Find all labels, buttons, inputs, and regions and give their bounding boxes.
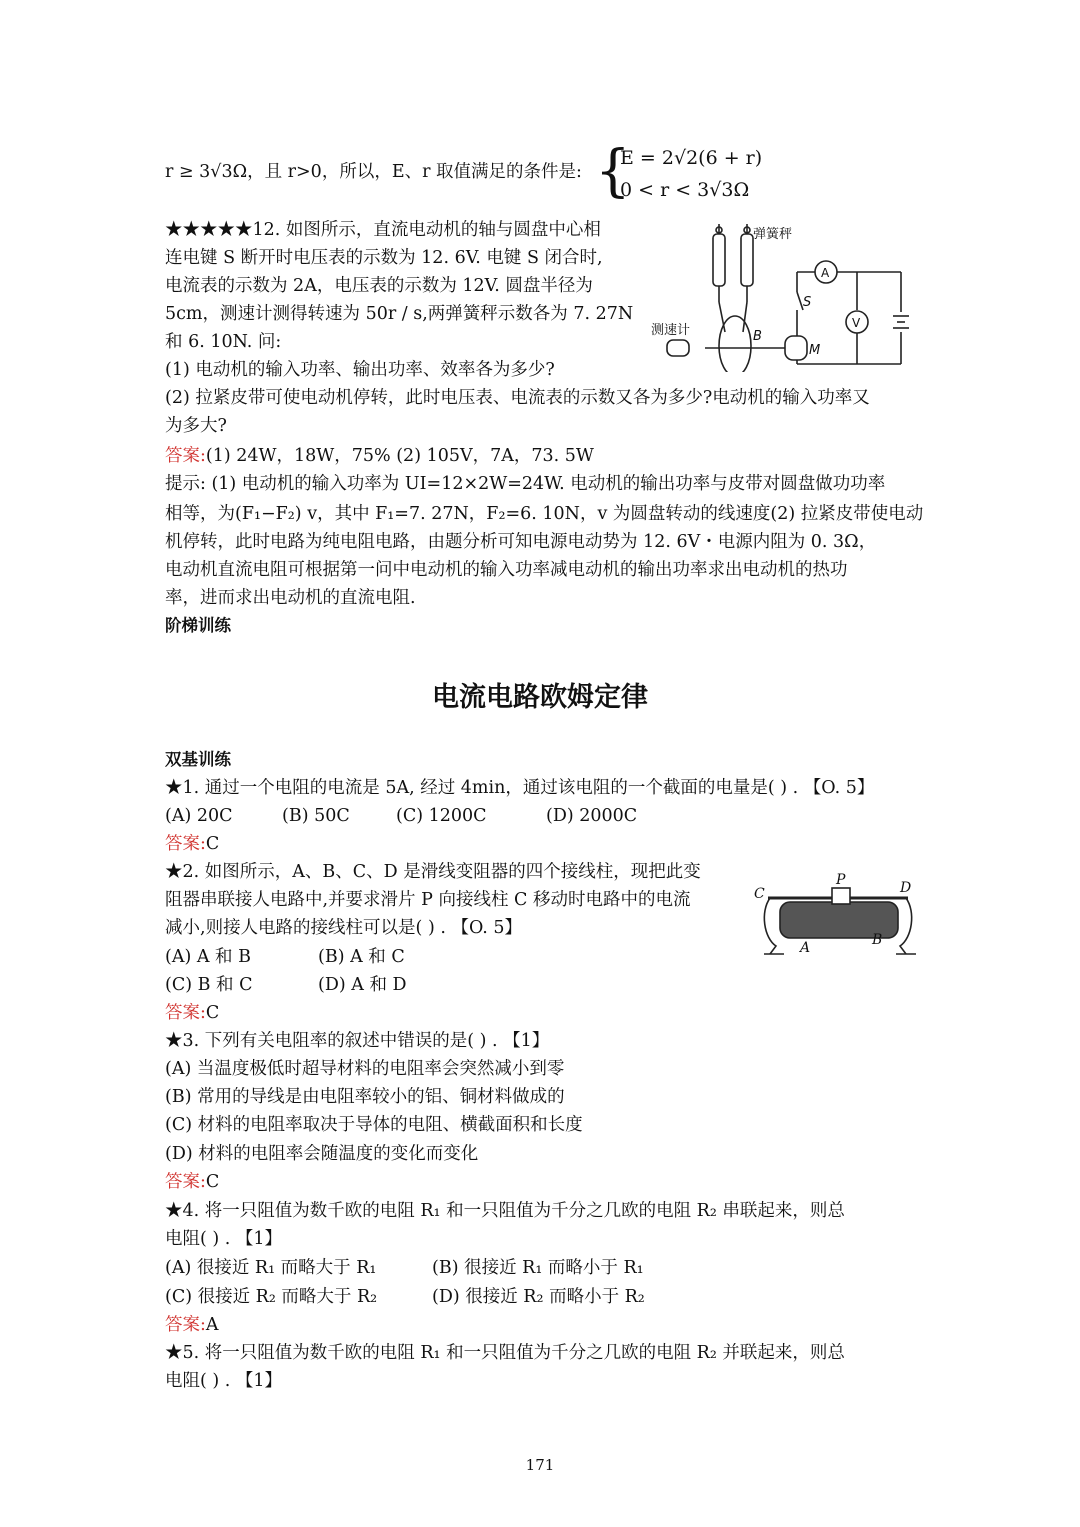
spring-scale-left [713,234,725,286]
answer-text: C [205,1003,220,1023]
q12-line-7: (2) 拉紧皮带可使电动机停转，此时电压表、电流表的示数又各为多少?电动机的输入功率又 [165,388,870,408]
answer-label: 答案: [165,834,206,854]
q4-option-b: (B) 很接近 R₁ 而略小于 R₁ [432,1258,644,1278]
q5-stem-1: ★5. 将一只阻值为数千欧的电阻 R₁ 和一只阻值为千分之几欧的电阻 R₂ 并联起来，则总 [165,1343,845,1363]
fig-spring-label: 弹簧秤 [753,227,793,242]
q1-option-a: (A) 20C [165,806,233,826]
fig-C-label: C [754,886,765,902]
q4-option-a: (A) 很接近 R₁ 而略大于 R₁ [165,1258,377,1278]
q2-answer [165,999,219,1027]
q12-answer [165,442,594,470]
q3-answer [165,1168,219,1196]
q2-option-b: (B) A 和 C [318,947,405,967]
answer-label: 答案: [165,1315,206,1335]
q12-line-5: 和 6. 10N. 问: [165,332,282,352]
q12-line-6: (1) 电动机的输入功率、输出功率、效率各为多少? [165,360,555,380]
q12-line-3: 电流表的示数为 2A，电压表的示数为 12V. 圆盘半径为 [165,276,593,296]
answer-text: C [205,1172,220,1192]
fig-B-label: B [753,329,762,344]
fig-P-label: P [836,872,846,888]
spring-scale-right [741,234,753,286]
q4-stem-2: 电阻( ) . 【1】 [165,1229,283,1249]
answer-label: 答案: [165,446,206,466]
q12-line-1: ★★★★★12. 如图所示，直流电动机的轴与圆盘中心相 [165,220,601,240]
disc [719,316,751,372]
q12-hint-2: 相等，为(F₁−F₂) v，其中 F₁=7. 27N，F₂=6. 10N，v 为圆盘转动的线速度(2) 拉紧皮带使电动 [165,504,924,524]
q4-stem-1: ★4. 将一只阻值为数千欧的电阻 R₁ 和一只阻值为千分之几欧的电阻 R₂ 串联起来，则总 [165,1201,845,1221]
answer-text: C [205,834,220,854]
speedometer [667,340,689,356]
motor [785,336,807,360]
fig-A-label: A [821,266,830,280]
answer-text: (1) 24W，18W，75% (2) 105V，7A，73. 5W [205,446,594,466]
q12-hint-3: 机停转，此时电路为纯电阻电路，由题分析可知电源电动势为 12. 6V・电源内阻为 0. 3Ω， [165,532,877,552]
q2-line-1: ★2. 如图所示，A、B、C、D 是滑线变阻器的四个接线柱，现把此变 [165,862,701,882]
q4-option-c: (C) 很接近 R₂ 而略大于 R₂ [165,1287,378,1307]
motor-circuit-figure [645,222,930,372]
formula-brace: { [595,139,631,204]
q1-option-b: (B) 50C [282,806,350,826]
answer-label: 答案: [165,1172,206,1192]
q5-stem-2: 电阻( ) . 【1】 [165,1371,283,1391]
q12-line-8: 为多大? [165,416,227,436]
q12-hint-5: 率，进而求出电动机的直流电阻. [165,588,416,608]
fig-M-label: M [809,343,821,358]
answer-label: 答案: [165,1003,206,1023]
fig-S-label: S [803,295,812,310]
page-title: 电流电路欧姆定律 [432,682,648,713]
q12-hint-4: 电动机直流电阻可根据第一问中电动机的输入功率减电动机的输出功率求出电动机的热功 [165,560,848,580]
q1-option-d: (D) 2000C [546,806,638,826]
formula-condition-text: ，且 r>0，所以，E、r 取值满足的条件是: [247,162,582,182]
q12-hint-1: 提示: (1) 电动机的输入功率为 UI=12×2W=24W. 电动机的输出功率与皮带对圆盘做功功率 [165,474,886,494]
q4-answer [165,1311,219,1339]
answer-text: A [205,1315,219,1335]
fig-V-label: V [852,316,861,330]
q3-option-b: (B) 常用的导线是由电阻率较小的铝、铜材料做成的 [165,1087,565,1107]
q1-option-c: (C) 1200C [396,806,487,826]
fig-A2-label: A [800,940,811,956]
q4-option-d: (D) 很接近 R₂ 而略小于 R₂ [432,1287,645,1307]
formula-line-2: 0 < r < 3√3Ω [620,179,750,201]
fig-speedometer-label: 测速计 [651,323,691,338]
q3-option-a: (A) 当温度极低时超导材料的电阻率会突然减小到零 [165,1059,565,1079]
fig-D-label: D [900,880,912,896]
page-number: 171 [525,1456,555,1474]
q12-line-4: 5cm，测速计测得转速为 50r / s,两弹簧秤示数各为 7. 27N [165,304,634,324]
rheostat-figure [750,872,920,962]
q12-line-2: 连电键 S 断开时电压表的示数为 12. 6V. 电键 S 闭合时, [165,248,603,268]
q3-option-d: (D) 材料的电阻率会随温度的变化而变化 [165,1144,479,1164]
formula-line-1: E = 2√2(6 + r) [620,147,763,169]
section-heading: 双基训练 [165,750,231,769]
q2-option-a: (A) A 和 B [165,947,251,967]
formula-r-bound: r ≥ 3√3Ω [165,162,248,182]
q2-option-c: (C) B 和 C [165,975,253,995]
fig-B2-label: B [872,932,883,948]
q2-line-2: 阻器串联接人电路中,并要求滑片 P 向接线柱 C 移动时电路中的电流 [165,890,691,910]
formula-left [165,158,582,186]
slider-p [832,888,850,904]
q3-stem: ★3. 下列有关电阻率的叙述中错误的是( ) . 【1】 [165,1031,550,1051]
q3-option-c: (C) 材料的电阻率取决于导体的电阻、横截面积和长度 [165,1115,583,1135]
ladder-heading: 阶梯训练 [165,616,231,635]
q1-answer [165,830,219,858]
q2-line-3: 减小,则接人电路的接线柱可以是( ) . 【O. 5】 [165,918,523,938]
q1-stem: ★1. 通过一个电阻的电流是 5A, 经过 4min，通过该电阻的一个截面的电量是( ) . 【O. 5】 [165,778,875,798]
q2-option-d: (D) A 和 D [318,975,407,995]
